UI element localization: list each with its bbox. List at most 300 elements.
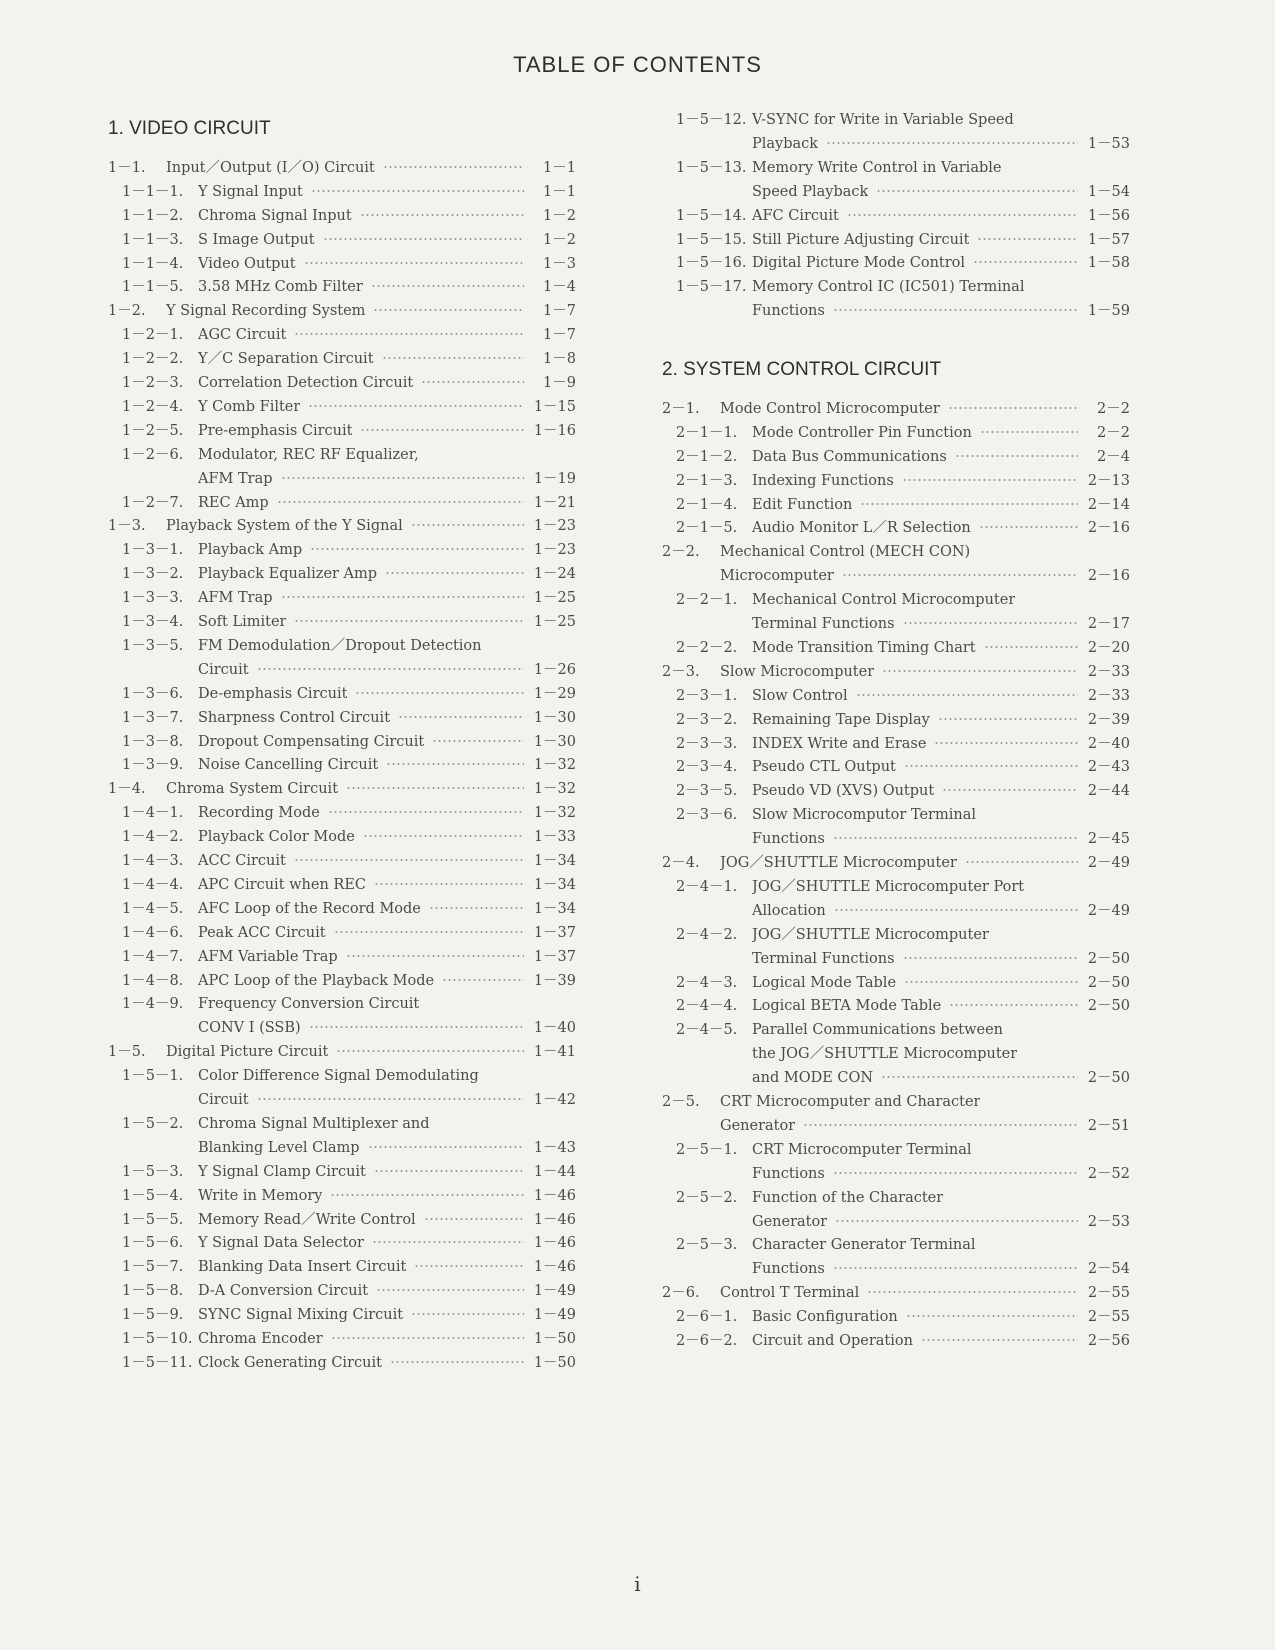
toc-entry[interactable] xyxy=(662,1138,1130,1163)
entry-number: 2－4－3. xyxy=(676,974,738,991)
dot-leader xyxy=(328,811,524,813)
entry-number: 1－5－13. xyxy=(676,159,747,176)
entry-title: Frequency Conversion Circuit xyxy=(198,996,420,1013)
entry-title: CRT Microcomputer Terminal xyxy=(752,1141,972,1158)
toc-entry[interactable] xyxy=(108,777,576,802)
dot-leader xyxy=(323,238,524,240)
entry-page-number: 1－46 xyxy=(533,1259,576,1276)
dot-leader xyxy=(903,957,1078,959)
toc-entry[interactable] xyxy=(662,299,1130,324)
entry-title: Blanking Level Clamp xyxy=(198,1139,360,1156)
toc-entry[interactable] xyxy=(108,371,576,396)
toc-entry[interactable] xyxy=(108,921,576,946)
toc-entry[interactable] xyxy=(662,469,1130,494)
entry-number: 1－2. xyxy=(108,303,146,320)
entry-page-number: 1－44 xyxy=(533,1163,576,1180)
dot-leader xyxy=(360,214,524,216)
entry-number: 2－3－4. xyxy=(676,759,738,776)
entry-page-number: 1－25 xyxy=(533,590,576,607)
entry-title: Y Signal Data Selector xyxy=(198,1235,364,1252)
dot-leader xyxy=(346,787,524,789)
entry-number: 1－5－11. xyxy=(122,1354,193,1371)
entry-page-number: 1－42 xyxy=(533,1092,576,1108)
toc-entry[interactable] xyxy=(108,180,576,205)
toc-entry[interactable] xyxy=(108,491,576,516)
entry-page-number: 2－33 xyxy=(1087,687,1130,704)
entry-number: 1－4－3. xyxy=(122,853,184,869)
entry-title: Y Signal Recording System xyxy=(166,303,366,320)
entry-title: Still Picture Adjusting Circuit xyxy=(752,231,970,248)
dot-leader xyxy=(980,431,1078,433)
dot-leader xyxy=(867,1291,1078,1293)
entry-number: 1－2－2. xyxy=(122,351,184,368)
toc-entry[interactable] xyxy=(662,180,1130,205)
entry-page-number: 1－23 xyxy=(533,518,576,535)
entry-title: Microcomputer xyxy=(720,568,834,585)
dot-leader xyxy=(906,1315,1078,1317)
entry-number: 1－5. xyxy=(108,1044,146,1061)
entry-title: Terminal Functions xyxy=(752,950,895,967)
entry-page-number: 1－1 xyxy=(543,159,576,176)
entry-title: Slow Microcomputer xyxy=(720,663,875,680)
entry-number: 1－4－7. xyxy=(122,948,184,965)
entry-title: Remaining Tape Display xyxy=(752,711,930,728)
dot-leader xyxy=(281,596,524,598)
toc-entry[interactable] xyxy=(662,1233,1130,1258)
toc-entry[interactable] xyxy=(108,969,576,994)
toc-entry[interactable] xyxy=(662,588,1130,613)
dot-leader xyxy=(902,479,1078,481)
toc-entry[interactable] xyxy=(108,945,576,970)
entry-title: Digital Picture Mode Control xyxy=(752,255,966,272)
toc-entry[interactable] xyxy=(108,1351,576,1376)
entry-number: 2－6－1. xyxy=(676,1309,738,1326)
toc-entry[interactable] xyxy=(662,204,1130,229)
dot-leader xyxy=(281,477,524,479)
entry-number: 1－1－5. xyxy=(122,279,184,296)
toc-entry[interactable] xyxy=(662,827,1130,852)
entry-page-number: 1－49 xyxy=(533,1307,576,1324)
dot-leader xyxy=(308,405,524,407)
entry-title: Audio Monitor L／R Selection xyxy=(752,520,971,537)
entry-title: Functions xyxy=(752,831,825,848)
toc-entry[interactable] xyxy=(108,658,576,683)
entry-page-number: 1－40 xyxy=(533,1020,576,1037)
entry-title: JOG／SHUTTLE Microcomputer Port xyxy=(752,878,1025,895)
entry-number: 2－5. xyxy=(662,1094,700,1110)
toc-entry[interactable] xyxy=(108,634,576,659)
dot-leader xyxy=(411,524,524,526)
entry-number: 1－4－9. xyxy=(122,996,184,1013)
toc-entry[interactable] xyxy=(108,252,576,277)
entry-page-number: 1－50 xyxy=(533,1354,576,1371)
dot-leader xyxy=(938,718,1078,720)
entry-page-number: 1－2 xyxy=(543,231,576,248)
entry-page-number: 1－37 xyxy=(533,948,576,965)
entry-title: Allocation xyxy=(752,902,826,919)
toc-entry[interactable] xyxy=(108,849,576,874)
toc-entry[interactable] xyxy=(108,682,576,707)
toc-entry[interactable] xyxy=(662,445,1130,470)
entry-number: 2－3－1. xyxy=(676,687,738,704)
toc-entry[interactable] xyxy=(108,204,576,229)
entry-number: 1－4－8. xyxy=(122,972,184,989)
toc-entry[interactable] xyxy=(108,753,576,778)
toc-entry[interactable] xyxy=(108,992,576,1017)
toc-entry[interactable] xyxy=(108,275,576,300)
entry-title: and MODE CON xyxy=(752,1070,874,1087)
toc-entry[interactable] xyxy=(108,538,576,563)
toc-entry[interactable] xyxy=(662,636,1130,661)
entry-title: AFC Loop of the Record Mode xyxy=(198,900,421,917)
entry-number: 1－2－7. xyxy=(122,494,184,511)
toc-entry[interactable] xyxy=(662,1018,1130,1043)
entry-number: 1－3－4. xyxy=(122,614,184,630)
entry-title: Character Generator Terminal xyxy=(752,1237,976,1254)
entry-title: Input／Output (I／O) Circuit xyxy=(166,159,375,176)
entry-number: 1－3－5. xyxy=(122,637,184,654)
entry-page-number: 2－13 xyxy=(1087,472,1130,489)
toc-entry[interactable] xyxy=(662,132,1130,157)
toc-entry[interactable] xyxy=(108,299,576,324)
dot-leader xyxy=(383,166,524,168)
toc-entry[interactable] xyxy=(108,323,576,348)
entry-title: Data Bus Communications xyxy=(752,448,947,465)
section-heading: 2. SYSTEM CONTROL CIRCUIT xyxy=(662,359,942,380)
entry-number: 2－6－2. xyxy=(676,1333,738,1349)
entry-page-number: 2－49 xyxy=(1087,902,1130,919)
dot-leader xyxy=(374,883,524,885)
entry-title: D-A Conversion Circuit xyxy=(198,1283,369,1300)
entry-number: 2－6. xyxy=(662,1285,700,1302)
toc-entry[interactable] xyxy=(662,1281,1130,1306)
dot-leader xyxy=(834,909,1078,911)
toc-entry[interactable] xyxy=(108,873,576,898)
entry-title: JOG／SHUTTLE Microcomputer xyxy=(720,855,957,871)
entry-title: the JOG／SHUTTLE Microcomputer xyxy=(752,1046,1018,1063)
toc-entry[interactable] xyxy=(108,228,576,253)
entry-title: Pre-emphasis Circuit xyxy=(198,422,353,439)
entry-page-number: 1－34 xyxy=(533,853,576,869)
toc-entry[interactable] xyxy=(662,564,1130,589)
dot-leader xyxy=(294,859,524,861)
toc-entry[interactable] xyxy=(108,1208,576,1233)
toc-entry[interactable] xyxy=(662,1305,1130,1330)
toc-entry[interactable] xyxy=(108,610,576,635)
entry-number: 1－5－15. xyxy=(676,231,747,248)
entry-number: 1－1－3. xyxy=(122,231,184,248)
entry-number: 1－5－12. xyxy=(676,112,747,128)
toc-entry[interactable] xyxy=(662,994,1130,1019)
entry-number: 2－4. xyxy=(662,855,700,871)
entry-page-number: 2－14 xyxy=(1087,496,1130,513)
toc-entry[interactable] xyxy=(108,467,576,492)
entry-title: AFM Trap xyxy=(198,590,273,607)
entry-title: Generator xyxy=(720,1117,796,1134)
entry-page-number: 1－9 xyxy=(543,375,576,391)
entry-page-number: 1－32 xyxy=(533,805,576,822)
entry-title: Playback Amp xyxy=(198,542,303,559)
entry-title: Parallel Communications between xyxy=(752,1022,1004,1039)
entry-number: 2－1－4. xyxy=(676,496,738,513)
toc-entry[interactable] xyxy=(108,706,576,731)
dot-leader xyxy=(973,261,1078,263)
toc-entry[interactable] xyxy=(662,851,1130,876)
toc-entry[interactable] xyxy=(108,1160,576,1185)
entry-page-number: 1－46 xyxy=(533,1235,576,1252)
toc-entry[interactable] xyxy=(662,660,1130,685)
entry-page-number: 2－2 xyxy=(1097,424,1130,441)
toc-entry[interactable] xyxy=(662,421,1130,446)
dot-leader xyxy=(411,1313,524,1315)
entry-number: 2－5－1. xyxy=(676,1141,738,1158)
toc-entry[interactable] xyxy=(662,947,1130,972)
entry-title: Indexing Functions xyxy=(752,472,894,489)
dot-leader xyxy=(385,572,524,574)
dot-leader xyxy=(847,214,1078,216)
dot-leader xyxy=(336,1050,524,1052)
entry-number: 1－2－3. xyxy=(122,375,184,391)
toc-entry[interactable] xyxy=(662,803,1130,828)
entry-number: 2－3－3. xyxy=(676,735,738,752)
entry-page-number: 2－54 xyxy=(1087,1261,1130,1278)
toc-entry[interactable] xyxy=(662,251,1130,276)
entry-number: 1－4－5. xyxy=(122,900,184,917)
entry-number: 1－2－4. xyxy=(122,398,184,415)
toc-entry[interactable] xyxy=(108,825,576,850)
toc-entry[interactable] xyxy=(662,1186,1130,1211)
entry-title: ACC Circuit xyxy=(198,853,286,869)
entry-title: Circuit xyxy=(198,1092,249,1108)
entry-page-number: 1－54 xyxy=(1087,183,1130,200)
entry-title: Logical BETA Mode Table xyxy=(752,998,942,1015)
toc-entry[interactable] xyxy=(108,1088,576,1113)
toc-entry[interactable] xyxy=(108,562,576,587)
entry-page-number: 1－58 xyxy=(1087,255,1130,272)
toc-entry[interactable] xyxy=(108,586,576,611)
toc-entry[interactable] xyxy=(662,612,1130,637)
entry-page-number: 1－3 xyxy=(543,255,576,272)
toc-entry[interactable] xyxy=(108,1136,576,1161)
toc-entry[interactable] xyxy=(662,1162,1130,1187)
dot-leader xyxy=(257,1098,524,1100)
toc-entry[interactable] xyxy=(662,971,1130,996)
entry-title: Peak ACC Circuit xyxy=(198,924,326,941)
dot-leader xyxy=(904,765,1078,767)
entry-title: Chroma Signal Multiplexer and xyxy=(198,1115,430,1132)
toc-entry[interactable] xyxy=(662,708,1130,733)
entry-page-number: 1－30 xyxy=(533,709,576,726)
entry-page-number: 1－32 xyxy=(533,781,576,798)
dot-leader xyxy=(835,1220,1078,1222)
dot-leader xyxy=(965,861,1078,863)
toc-entry[interactable] xyxy=(108,419,576,444)
toc-entry[interactable] xyxy=(108,1327,576,1352)
entry-title: APC Loop of the Playback Mode xyxy=(198,972,435,989)
toc-entry[interactable] xyxy=(108,1040,576,1065)
entry-number: 1－5－10. xyxy=(122,1331,193,1347)
dot-leader xyxy=(355,692,524,694)
entry-title: AGC Circuit xyxy=(198,327,287,344)
entry-number: 1－5－17. xyxy=(676,279,747,296)
entry-title: Correlation Detection Circuit xyxy=(198,375,414,391)
entry-page-number: 2－40 xyxy=(1087,735,1130,752)
dot-leader xyxy=(373,309,524,311)
entry-number: 1－3－3. xyxy=(122,590,184,607)
entry-page-number: 2－44 xyxy=(1087,783,1130,800)
toc-entry[interactable] xyxy=(108,1112,576,1137)
dot-leader xyxy=(371,285,524,287)
entry-title: Playback Color Mode xyxy=(198,829,355,846)
dot-leader xyxy=(442,979,524,981)
entry-title: AFM Trap xyxy=(198,470,273,487)
entry-title: INDEX Write and Erase xyxy=(752,735,927,752)
dot-leader xyxy=(984,646,1078,648)
toc-entry[interactable] xyxy=(108,897,576,922)
toc-entry[interactable] xyxy=(108,1184,576,1209)
toc-entry[interactable] xyxy=(662,684,1130,709)
entry-number: 2－3－6. xyxy=(676,807,738,824)
entry-page-number: 1－59 xyxy=(1087,303,1130,320)
toc-entry[interactable] xyxy=(108,443,576,468)
toc-entry[interactable] xyxy=(108,1279,576,1304)
entry-title: Pseudo CTL Output xyxy=(752,759,896,776)
entry-page-number: 2－49 xyxy=(1087,855,1130,871)
toc-entry[interactable] xyxy=(662,493,1130,518)
entry-page-number: 1－56 xyxy=(1087,207,1130,224)
entry-page-number: 2－50 xyxy=(1087,950,1130,967)
entry-title: V-SYNC for Write in Variable Speed xyxy=(752,112,1014,128)
entry-number: 2－3－5. xyxy=(676,783,738,800)
entry-number: 1－3－2. xyxy=(122,566,184,583)
entry-title: Slow Control xyxy=(752,687,848,704)
dot-leader xyxy=(876,190,1078,192)
entry-page-number: 1－16 xyxy=(533,422,576,439)
entry-page-number: 1－1 xyxy=(543,183,576,200)
entry-page-number: 1－33 xyxy=(533,829,576,846)
entry-number: 1－3－8. xyxy=(122,733,184,750)
toc-entry[interactable] xyxy=(662,1329,1130,1354)
toc-entry[interactable] xyxy=(108,514,576,539)
entry-page-number: 1－7 xyxy=(543,327,576,344)
entry-page-number: 1－41 xyxy=(533,1044,576,1061)
entry-page-number: 1－32 xyxy=(533,757,576,774)
toc-entry[interactable] xyxy=(662,923,1130,948)
toc-entry[interactable] xyxy=(662,156,1130,181)
toc-entry[interactable] xyxy=(108,1064,576,1089)
toc-entry[interactable] xyxy=(108,730,576,755)
dot-leader xyxy=(421,381,524,383)
entry-title: Mode Controller Pin Function xyxy=(752,424,972,441)
dot-leader xyxy=(374,1170,524,1172)
toc-entry[interactable] xyxy=(662,1066,1130,1091)
entry-title: Chroma Signal Input xyxy=(198,207,352,224)
entry-number: 1－5－9. xyxy=(122,1307,184,1324)
entry-number: 1－5－16. xyxy=(676,255,747,272)
dot-leader xyxy=(979,526,1078,528)
entry-page-number: 1－50 xyxy=(533,1331,576,1347)
toc-entry[interactable] xyxy=(662,1257,1130,1282)
dot-leader xyxy=(934,742,1078,744)
entry-title: Playback System of the Y Signal xyxy=(166,518,403,535)
toc-entry[interactable] xyxy=(108,1255,576,1280)
entry-number: 1－1－1. xyxy=(122,183,184,200)
toc-entry[interactable] xyxy=(662,540,1130,565)
entry-title: FM Demodulation／Dropout Detection xyxy=(198,637,482,654)
entry-page-number: 2－51 xyxy=(1087,1117,1130,1134)
entry-page-number: 2－52 xyxy=(1087,1165,1130,1182)
entry-page-number: 2－4 xyxy=(1097,448,1130,465)
entry-title: Blanking Data Insert Circuit xyxy=(198,1259,407,1276)
entry-number: 2－4－4. xyxy=(676,998,738,1015)
entry-title: Y／C Separation Circuit xyxy=(198,351,374,368)
entry-title: Mode Transition Timing Chart xyxy=(752,639,976,656)
entry-page-number: 2－53 xyxy=(1087,1213,1130,1230)
toc-entry[interactable] xyxy=(662,732,1130,757)
entry-number: 2－2. xyxy=(662,544,700,561)
entry-number: 1－5－3. xyxy=(122,1163,184,1180)
toc-entry[interactable] xyxy=(662,228,1130,253)
toc-entry[interactable] xyxy=(662,397,1130,422)
toc-entry[interactable] xyxy=(662,779,1130,804)
toc-entry[interactable] xyxy=(662,108,1130,133)
toc-entry[interactable] xyxy=(662,875,1130,900)
dot-leader xyxy=(860,503,1078,505)
toc-entry[interactable] xyxy=(108,801,576,826)
entry-title: Memory Control IC (IC501) Terminal xyxy=(752,279,1025,296)
dot-leader xyxy=(955,455,1078,457)
toc-entry[interactable] xyxy=(662,275,1130,300)
entry-number: 1－3－9. xyxy=(122,757,184,774)
toc-entry[interactable] xyxy=(662,1042,1130,1067)
entry-title: Mechanical Control Microcomputer xyxy=(752,592,1016,609)
entry-title: Noise Cancelling Circuit xyxy=(198,757,379,774)
dot-leader xyxy=(376,1289,524,1291)
dot-leader xyxy=(856,694,1078,696)
entry-number: 1－3－7. xyxy=(122,709,184,726)
entry-title: Color Difference Signal Demodulating xyxy=(198,1068,479,1085)
entry-page-number: 1－24 xyxy=(533,566,576,583)
entry-page-number: 2－55 xyxy=(1087,1285,1130,1302)
toc-entry[interactable] xyxy=(108,156,576,181)
toc-entry[interactable] xyxy=(108,1303,576,1328)
toc-entry[interactable] xyxy=(662,1210,1130,1235)
entry-title: Mechanical Control (MECH CON) xyxy=(720,544,971,561)
toc-entry[interactable] xyxy=(662,516,1130,541)
toc-entry[interactable] xyxy=(108,347,576,372)
page-number: i xyxy=(634,1572,641,1596)
toc-entry[interactable] xyxy=(662,755,1130,780)
entry-title: Functions xyxy=(752,1261,825,1278)
entry-number: 2－3. xyxy=(662,663,700,680)
entry-number: 1－5－5. xyxy=(122,1211,184,1228)
toc-entry[interactable] xyxy=(662,1114,1130,1139)
toc-entry[interactable] xyxy=(662,899,1130,924)
toc-entry[interactable] xyxy=(108,395,576,420)
entry-number: 1－2－1. xyxy=(122,327,184,344)
toc-entry[interactable] xyxy=(108,1016,576,1041)
entry-page-number: 1－26 xyxy=(533,661,576,678)
entry-number: 1－4－4. xyxy=(122,876,184,893)
toc-entry[interactable] xyxy=(662,1090,1130,1115)
entry-title: Chroma System Circuit xyxy=(166,781,339,798)
entry-page-number: 1－25 xyxy=(533,614,576,630)
toc-entry[interactable] xyxy=(108,1231,576,1256)
entry-title: REC Amp xyxy=(198,494,269,511)
entry-title: Memory Write Control in Variable xyxy=(752,159,1002,176)
dot-leader xyxy=(826,142,1078,144)
dot-leader xyxy=(311,190,524,192)
